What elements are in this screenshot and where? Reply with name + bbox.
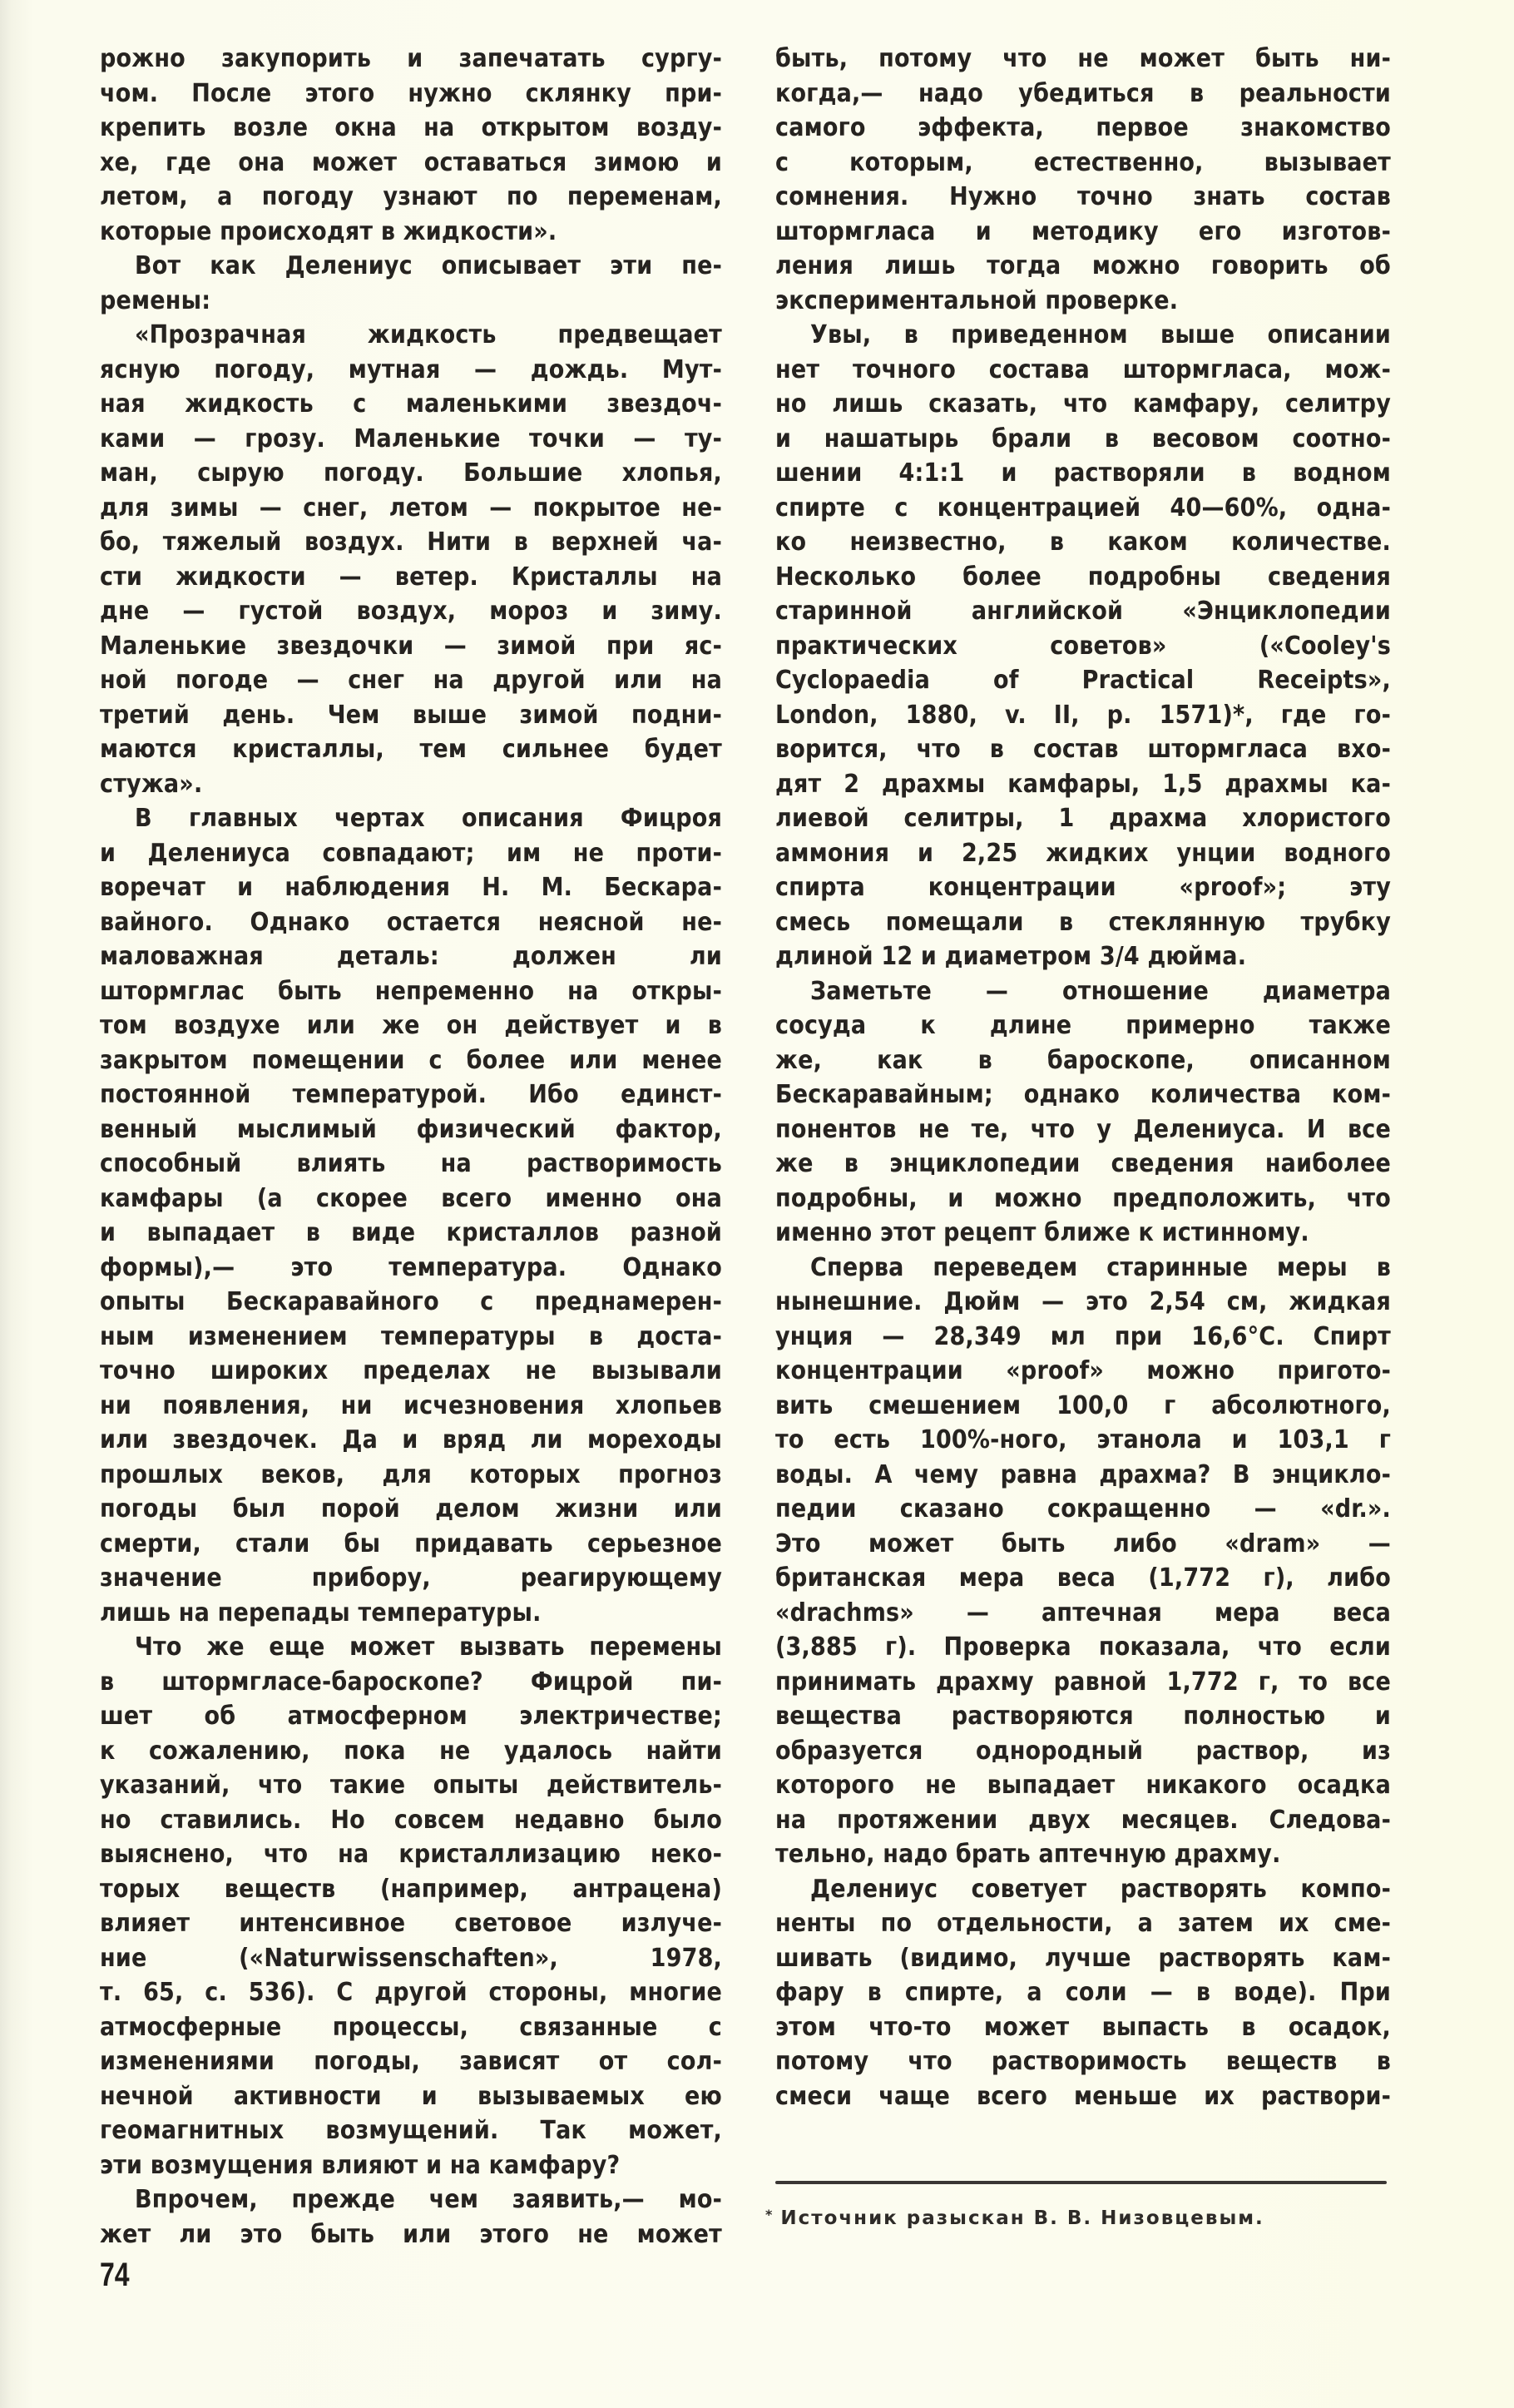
text-line: закрытом помещении с более или менее	[100, 1045, 722, 1075]
text-line: шении 4:1:1 и растворяли в водном	[775, 458, 1391, 488]
text-line: к сожалению, пока не удалось найти	[100, 1736, 722, 1766]
footnote-text: Источник разыскан В. В. Низовцевым.	[780, 2207, 1264, 2229]
text-line: нечной активности и вызываемых ею	[100, 2081, 722, 2111]
text-line: спирта концентрации «proof»; эту	[775, 873, 1391, 902]
text-line: изменениями погоды, зависят от сол-	[100, 2047, 722, 2076]
text-line: Это может быть либо «dram» —	[775, 1529, 1391, 1558]
text-line: крепить возле окна на открытом возду-	[100, 113, 722, 142]
text-line: штормглас быть непременно на откры-	[100, 976, 722, 1006]
text-line: ками — грозу. Маленькие точки — ту-	[100, 424, 722, 453]
text-line: которые происходят в жидкости».	[100, 216, 557, 246]
text-line: воречат и наблюдения Н. М. Бескара-	[100, 873, 722, 902]
text-line: же в энциклопедии сведения наиболее	[775, 1149, 1391, 1178]
text-line: Бескаравайным; однако количества ком-	[775, 1080, 1391, 1109]
text-line: британская мера веса (1,772 г), либо	[775, 1563, 1391, 1593]
text-line: Заметьте — отношение диаметра	[810, 976, 1391, 1006]
text-line: бо, тяжелый воздух. Нити в верхней ча-	[100, 528, 722, 557]
text-line: постоянной температурой. Ибо единст-	[100, 1080, 722, 1109]
text-line: быть, потому что не может быть ни-	[775, 44, 1391, 73]
text-line: нет точного состава штормгласа, мож-	[775, 354, 1391, 384]
text-line: погоды был порой делом жизни или	[100, 1494, 722, 1524]
text-line: потому что растворимость веществ в	[775, 2047, 1391, 2076]
text-line: способный влиять на растворимость	[100, 1149, 722, 1178]
text-line: же, как в бароскопе, описанном	[775, 1045, 1391, 1075]
footnote-mark: *	[765, 2207, 774, 2222]
text-line: «drachms» — аптечная мера веса	[775, 1598, 1391, 1628]
text-line: самого эффекта, первое знакомство	[775, 113, 1391, 142]
text-line: понентов не те, что у Делениуса. И все	[775, 1114, 1391, 1144]
text-line: атмосферные процессы, связанные с	[100, 2012, 722, 2042]
text-line: штормгласа и методику его изготов-	[775, 216, 1391, 246]
text-line: выяснено, что на кристаллизацию неко-	[100, 1840, 722, 1869]
text-line: педии сказано сокращенно — «dr.».	[775, 1494, 1391, 1524]
text-line: унция — 28,349 мл при 16,6°С. Спирт	[775, 1321, 1391, 1351]
text-line: геомагнитных возмущений. Так может,	[100, 2116, 722, 2145]
text-line: жет ли это быть или этого не может	[100, 2219, 722, 2249]
text-line: ние («Naturwissenschaften», 1978,	[100, 1943, 722, 1973]
text-line: воды. А чему равна драхма? В энцикло-	[775, 1459, 1391, 1489]
text-line: лишь на перепады температуры.	[100, 1598, 542, 1628]
text-line: но лишь сказать, что камфару, селитру	[775, 389, 1391, 419]
text-line: вещества растворяются полностью и	[775, 1702, 1391, 1731]
text-line: сомнения. Нужно точно знать состав	[775, 182, 1391, 211]
text-line: аммония и 2,25 жидких унции водного	[775, 838, 1391, 868]
page-number: 74	[100, 2257, 130, 2293]
text-line: влияет интенсивное световое излуче-	[100, 1909, 722, 1938]
text-line: Cyclopaedia of Practical Receipts»,	[775, 666, 1391, 695]
text-line: London, 1880, v. II, p. 1571)*, где го-	[775, 700, 1391, 730]
text-line: и Делениуса совпадают; им не проти-	[100, 838, 722, 868]
text-line: эти возмущения влияют и на камфару?	[100, 2150, 621, 2180]
text-line: шивать (видимо, лучше растворять кам-	[775, 1943, 1391, 1973]
text-line: нынешние. Дюйм — это 2,54 см, жидкая	[775, 1287, 1391, 1316]
text-line: образуется однородный раствор, из	[775, 1736, 1391, 1766]
right-column	[775, 42, 1391, 2113]
text-line: ной погоде — снег на другой или на	[100, 666, 722, 695]
text-line: концентрации «proof» можно пригото-	[775, 1356, 1391, 1385]
text-line: ко неизвестно, в каком количестве.	[775, 528, 1391, 557]
text-line: длиной 12 и диаметром 3/4 дюйма.	[775, 942, 1247, 971]
text-line: рожно закупорить и запечатать сургу-	[100, 44, 722, 73]
text-line: Несколько более подробны сведения	[775, 562, 1391, 592]
text-line: шет об атмосферном электричестве;	[100, 1702, 722, 1731]
text-line: подробны, и можно предположить, что	[775, 1183, 1391, 1213]
text-line: чом. После этого нужно склянку при-	[100, 78, 722, 108]
footnote	[765, 2207, 1398, 2229]
text-line: стужа».	[100, 769, 203, 799]
text-line: дне — густой воздух, мороз и зиму.	[100, 597, 722, 626]
text-line: Делениус советует растворять компо-	[810, 1874, 1391, 1904]
text-line: В главных чертах описания Фицроя	[135, 804, 722, 833]
text-line: именно этот рецепт ближе к истинному.	[775, 1218, 1309, 1247]
text-line: вайного. Однако остается неясной не-	[100, 907, 722, 937]
text-line: т. 65, с. 536). С другой стороны, многие	[100, 1978, 722, 2007]
text-line: ни появления, ни исчезновения хлопьев	[100, 1390, 722, 1420]
text-line: то есть 100%-ного, этанола и 103,1 г	[775, 1425, 1391, 1454]
text-line: указаний, что такие опыты действитель-	[100, 1771, 722, 1800]
footnote-divider	[775, 2181, 1387, 2184]
text-line: старинной английской «Энциклопедии	[775, 597, 1391, 626]
text-line: Что же еще может вызвать перемены	[135, 1633, 722, 1662]
text-line: том воздухе или же он действует и в	[100, 1011, 722, 1040]
text-line: Увы, в приведенном выше описании	[810, 320, 1391, 349]
text-line: точно широких пределах не вызывали	[100, 1356, 722, 1385]
text-line: вить смешением 100,0 г абсолютного,	[775, 1390, 1391, 1420]
text-line: ная жидкость с маленькими звездоч-	[100, 389, 722, 419]
text-line: этом что-то может выпасть в осадок,	[775, 2012, 1391, 2042]
text-line: «Прозрачная жидкость предвещает	[135, 320, 722, 349]
text-line: принимать драхму равной 1,772 г, то все	[775, 1667, 1391, 1697]
text-line: Впрочем, прежде чем заявить,— мо-	[135, 2185, 722, 2214]
text-line: тельно, надо брать аптечную драхму.	[775, 1840, 1281, 1869]
text-line: экспериментальной проверке.	[775, 285, 1179, 315]
text-line: ремены:	[100, 285, 211, 315]
text-line: маются кристаллы, тем сильнее будет	[100, 735, 722, 764]
text-line: сосуда к длине примерно также	[775, 1011, 1391, 1040]
text-line: формы),— это температура. Однако	[100, 1252, 722, 1282]
text-line: которого не выпадает никакого осадка	[775, 1771, 1391, 1800]
text-line: на протяжении двух месяцев. Следова-	[775, 1805, 1391, 1835]
text-line: Сперва переведем старинные меры в	[810, 1252, 1391, 1282]
text-line: и выпадает в виде кристаллов разной	[100, 1218, 722, 1247]
text-line: практических советов» («Cooley's	[775, 631, 1391, 661]
text-line: значение прибору, реагирующему	[100, 1563, 722, 1593]
text-line: хе, где она может оставаться зимою и	[100, 147, 722, 177]
text-line: прошлых веков, для которых прогноз	[100, 1459, 722, 1489]
text-line: камфары (а скорее всего именно она	[100, 1183, 722, 1213]
text-line: смеси чаще всего меньше их раствори-	[775, 2081, 1391, 2111]
text-line: лиевой селитры, 1 драхма хлористого	[775, 804, 1391, 833]
text-line: ман, сырую погоду. Большие хлопья,	[100, 458, 722, 488]
text-line: смесь помещали в стеклянную трубку	[775, 907, 1391, 937]
text-line: фару в спирте, а соли — в воде). При	[775, 1978, 1391, 2007]
text-line: ворится, что в состав штормгласа вхо-	[775, 735, 1391, 764]
text-line: или звездочек. Да и вряд ли мореходы	[100, 1425, 722, 1454]
text-line: ным изменением температуры в доста-	[100, 1321, 722, 1351]
text-line: маловажная деталь: должен ли	[100, 942, 722, 971]
text-line: с которым, естественно, вызывает	[775, 147, 1391, 177]
text-line: ясную погоду, мутная — дождь. Мут-	[100, 354, 722, 384]
text-line: когда,— надо убедиться в реальности	[775, 78, 1391, 108]
text-line: Маленькие звездочки — зимой при яс-	[100, 631, 722, 661]
text-line: венный мыслимый физический фактор,	[100, 1114, 722, 1144]
text-line: спирте с концентрацией 40—60%, одна-	[775, 493, 1391, 523]
text-line: в штормгласе-бароскопе? Фицрой пи-	[100, 1667, 722, 1697]
text-line: летом, а погоду узнают по переменам,	[100, 182, 722, 211]
text-line: Вот как Делениус описывает эти пе-	[135, 251, 722, 280]
text-line: (3,885 г). Проверка показала, что если	[775, 1633, 1391, 1662]
text-line: ненты по отдельности, а затем их сме-	[775, 1909, 1391, 1938]
text-line: дят 2 драхмы камфары, 1,5 драхмы ка-	[775, 769, 1391, 799]
text-line: торых веществ (например, антрацена)	[100, 1874, 722, 1904]
text-line: ления лишь тогда можно говорить об	[775, 251, 1391, 280]
text-line: и нашатырь брали в весовом соотно-	[775, 424, 1391, 453]
text-line: но ставились. Но совсем недавно было	[100, 1805, 722, 1835]
text-line: смерти, стали бы придавать серьезное	[100, 1529, 722, 1558]
text-line: третий день. Чем выше зимой подни-	[100, 700, 722, 730]
text-line: опыты Бескаравайного с преднамерен-	[100, 1287, 722, 1316]
left-column	[100, 42, 722, 2252]
text-line: сти жидкости — ветер. Кристаллы на	[100, 562, 722, 592]
text-line: для зимы — снег, летом — покрытое не-	[100, 493, 722, 523]
